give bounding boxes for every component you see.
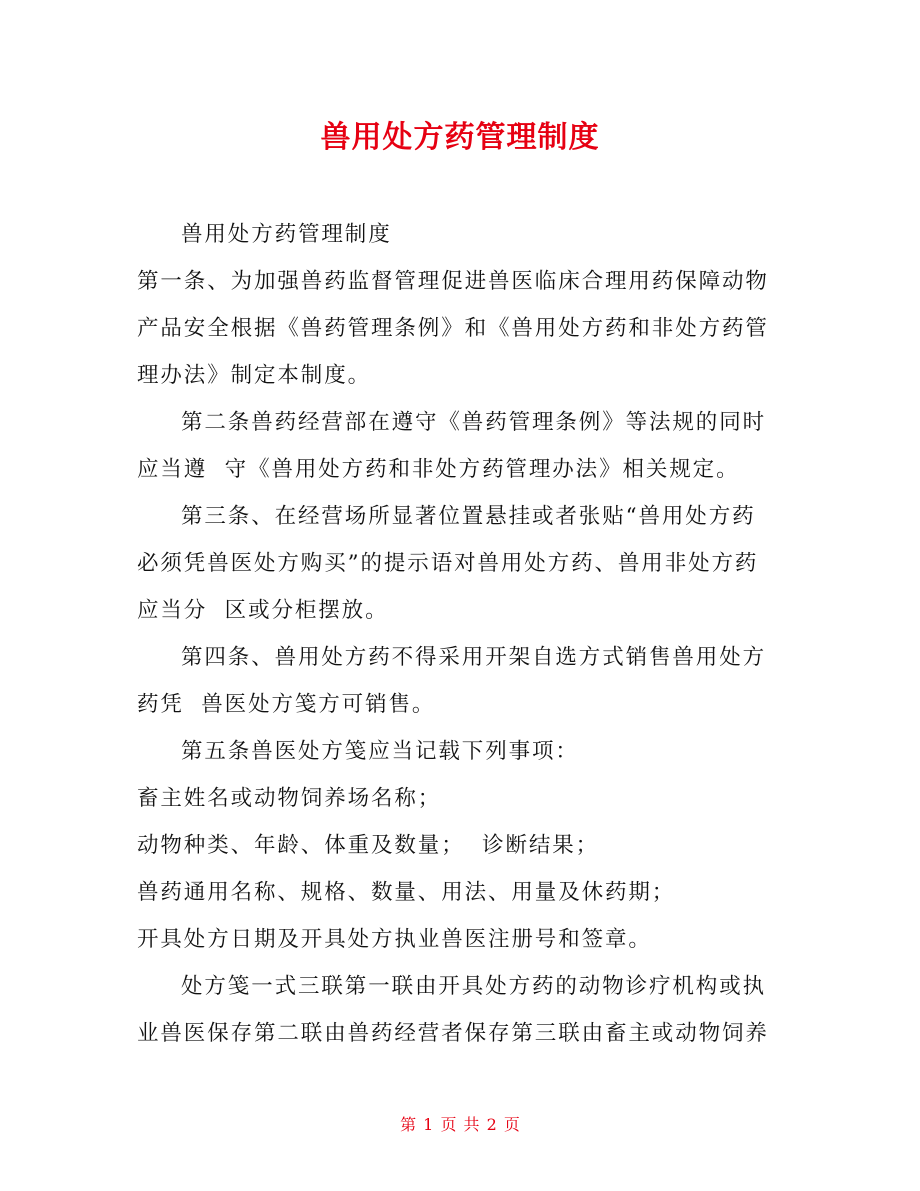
paragraph-line: 业兽医保存第二联由兽药经营者保存第三联由畜主或动物饲养 [137, 1021, 769, 1046]
paragraph-line: 应当分 区或分柜摆放。 [137, 598, 389, 623]
paragraph-line: 第四条、兽用处方药不得采用开架自选方式销售兽用处方 [181, 645, 767, 670]
paragraph-line: 第五条兽医处方笺应当记载下列事项： [181, 739, 579, 764]
paragraph-line: 产品安全根据《兽药管理条例》和《兽用处方药和非处方药管 [137, 316, 769, 341]
document-body [137, 211, 787, 1057]
paragraph-line: 开具处方日期及开具处方执业兽医注册号和签章。 [137, 927, 652, 952]
paragraph-line: 药凭 兽医处方笺方可销售。 [137, 692, 436, 717]
paragraph-line: 处方笺一式三联第一联由开具处方药的动物诊疗机构或执 [181, 974, 767, 999]
page-number-footer: 第 1 页 共 2 页 [400, 1115, 520, 1134]
paragraph-line: 第二条兽药经营部在遵守《兽药管理条例》等法规的同时 [181, 410, 767, 435]
paragraph-line: 理办法》制定本制度。 [137, 363, 372, 388]
paragraph-line: 必须凭兽医处方购买”的提示语对兽用处方药、兽用非处方药 [137, 551, 759, 576]
paragraph-line: 兽用处方药管理制度 [181, 222, 392, 247]
paragraph-line: 第一条、为加强兽药监督管理促进兽医临床合理用药保障动物 [137, 269, 769, 294]
paragraph-line: 兽药通用名称、规格、数量、用法、用量及休药期； [137, 880, 676, 905]
document-title: 兽用处方药管理制度 [320, 120, 600, 155]
paragraph-line: 应当遵 守《兽用处方药和非处方药管理办法》相关规定。 [137, 457, 740, 482]
paragraph-line: 第三条、在经营场所显著位置悬挂或者张贴“兽用处方药 [181, 504, 756, 529]
paragraph-line: 畜主姓名或动物饲养场名称； [137, 786, 442, 811]
paragraph-line: 动物种类、年龄、体重及数量； 诊断结果； [137, 833, 600, 858]
